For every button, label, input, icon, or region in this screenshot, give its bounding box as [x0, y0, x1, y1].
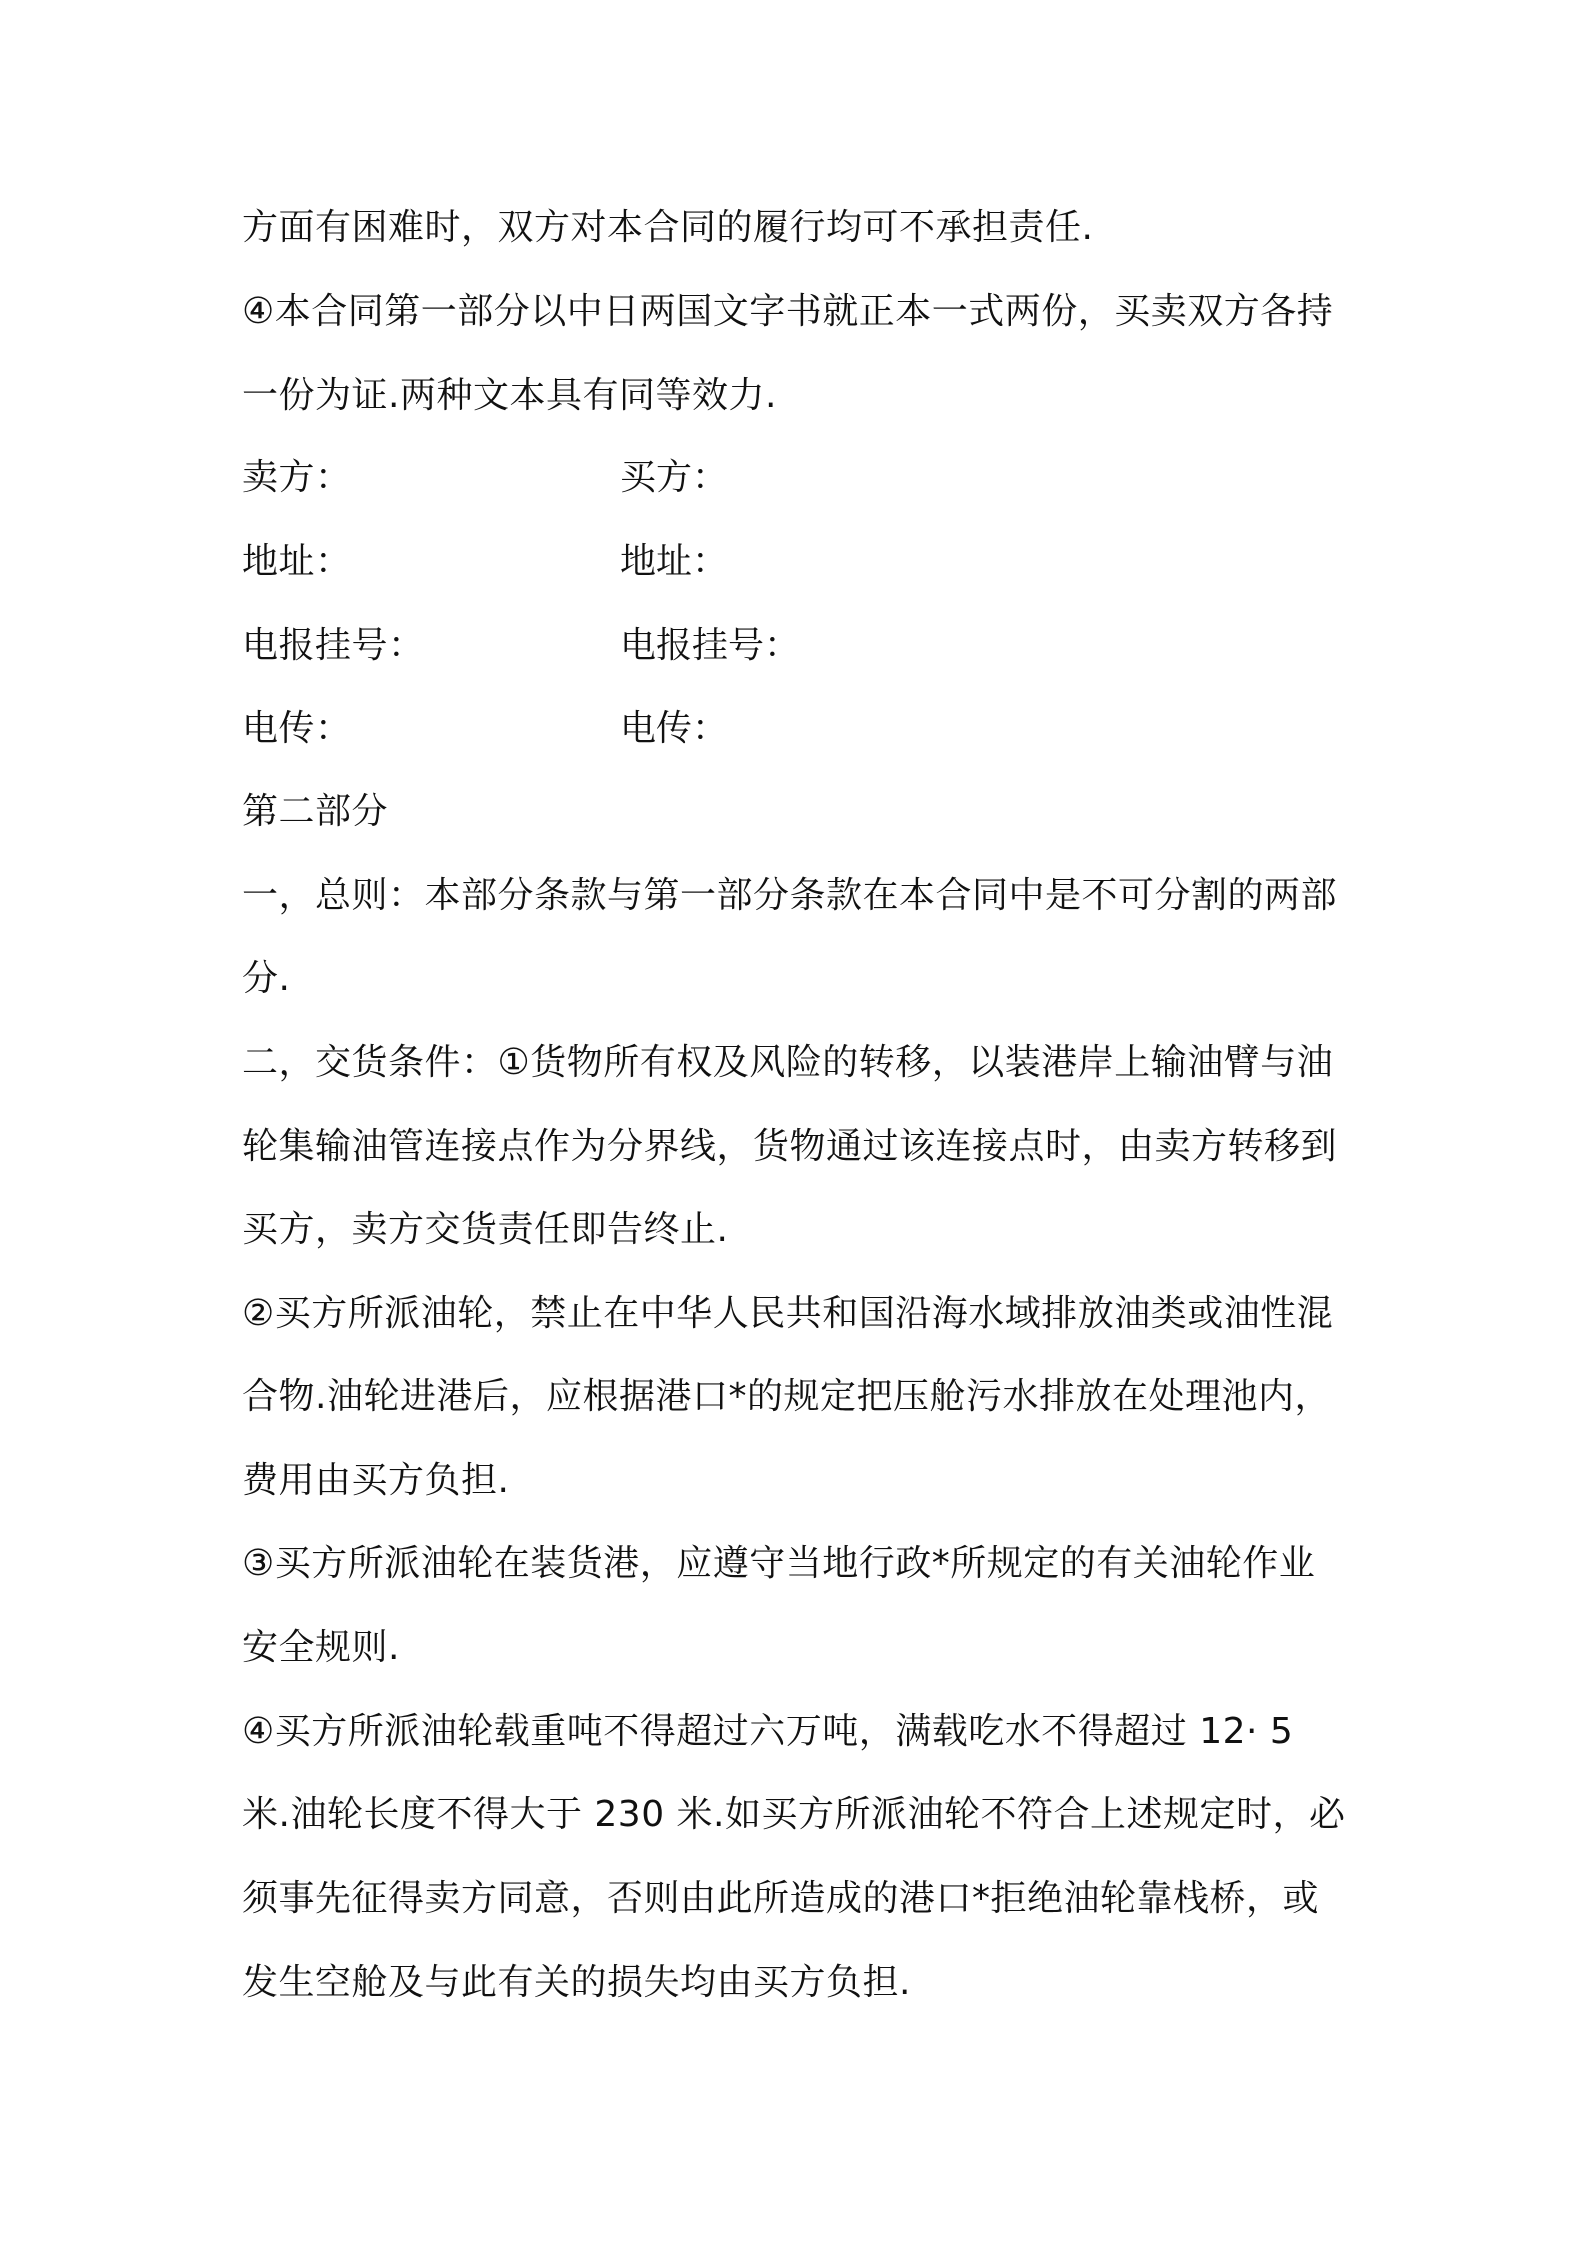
text-line: ③买方所派油轮在装货港，应遵守当地行政*所规定的有关油轮作业: [242, 1543, 1316, 1584]
buyer-telex-label: 电传：: [620, 708, 729, 749]
text-line: 分.: [242, 958, 291, 999]
text-line: 安全规则.: [242, 1627, 400, 1668]
text-line: 费用由买方负担.: [242, 1460, 510, 1501]
text-line: 米.油轮长度不得大于 230 米.如买方所派油轮不符合上述规定时，必: [242, 1794, 1346, 1835]
text-line: 买方，卖方交货责任即告终止.: [242, 1209, 729, 1250]
text-line: 方面有困难时，双方对本合同的履行均可不承担责任.: [242, 207, 1094, 248]
seller-telex-label: 电传：: [242, 708, 352, 749]
buyer-cable-label: 电报挂号：: [620, 625, 801, 666]
text-line: ④本合同第一部分以中日两国文字书就正本一式两份，买卖双方各持: [242, 291, 1334, 332]
text-line: 须事先征得卖方同意，否则由此所造成的港口*拒绝油轮靠栈桥，或: [242, 1878, 1320, 1919]
section-heading: 第二部分: [242, 791, 389, 832]
buyer-address-label: 地址：: [620, 541, 729, 582]
seller-label: 卖方：: [242, 457, 352, 498]
text-line: ②买方所派油轮，禁止在中华人民共和国沿海水域排放油类或油性混: [242, 1293, 1334, 1334]
text-line: 一，总则：本部分条款与第一部分条款在本合同中是不可分割的两部: [242, 875, 1338, 916]
text-line: 轮集输油管连接点作为分界线，货物通过该连接点时，由卖方转移到: [242, 1126, 1338, 1167]
text-line: 一份为证.两种文本具有同等效力.: [242, 375, 777, 416]
text-line: ④买方所派油轮载重吨不得超过六万吨，满载吃水不得超过 12· 5: [242, 1711, 1294, 1752]
seller-address-label: 地址：: [242, 541, 352, 582]
seller-cable-label: 电报挂号：: [242, 625, 425, 666]
text-line: 二，交货条件：①货物所有权及风险的转移，以装港岸上输油臂与油: [242, 1042, 1334, 1083]
text-line: 发生空舱及与此有关的损失均由买方负担.: [242, 1962, 911, 2003]
text-line: 合物.油轮进港后，应根据港口*的规定把压舱污水排放在处理池内，: [242, 1376, 1331, 1417]
buyer-label: 买方：: [620, 457, 729, 498]
